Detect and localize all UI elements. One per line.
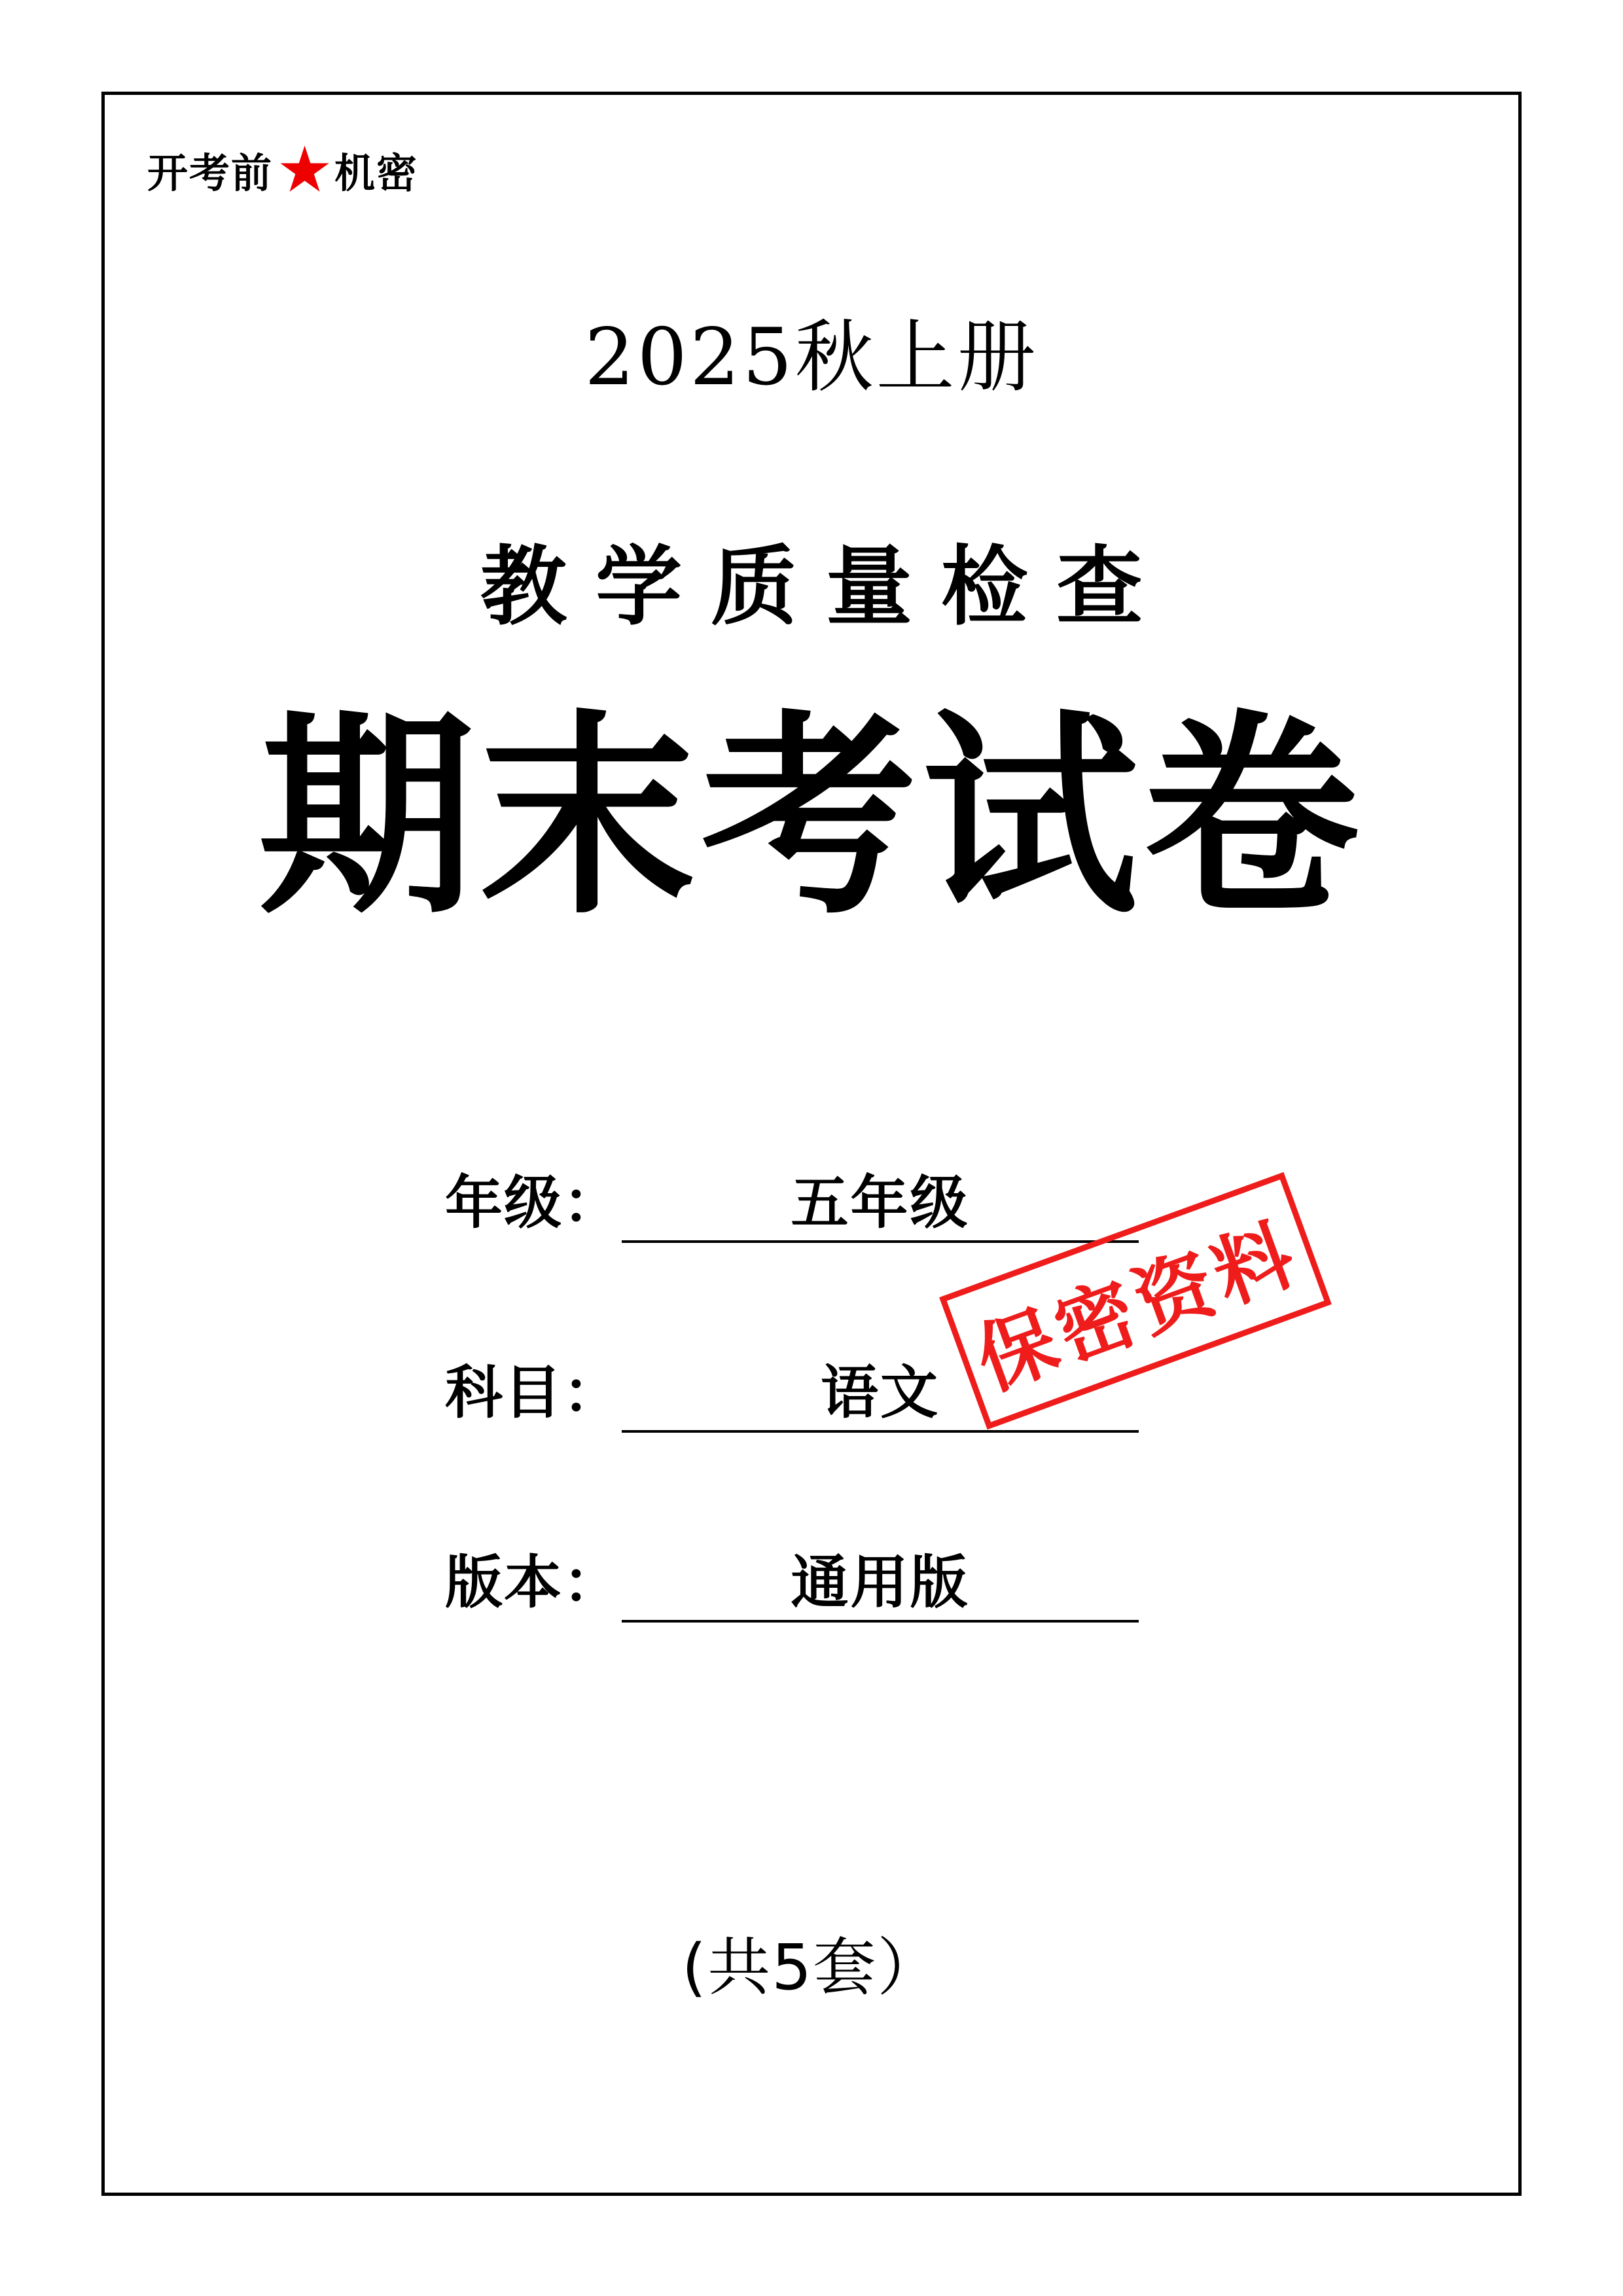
field-label-subject: 科目： xyxy=(445,1358,622,1426)
subtitle: 教学质量检查 xyxy=(480,536,1171,637)
page-title: 期末考试卷 xyxy=(259,692,1364,943)
field-underline-grade xyxy=(622,1240,1139,1243)
term-title: 2025秋上册 xyxy=(584,312,1039,403)
field-list xyxy=(0,1139,1623,1708)
secrecy-notice xyxy=(147,136,419,203)
field-value-subject: 语文 xyxy=(820,1358,940,1426)
field-underline-edition xyxy=(622,1620,1139,1623)
secrecy-notice-prefix: 开考前 xyxy=(147,149,274,197)
field-underline-subject xyxy=(622,1430,1139,1433)
red-star-icon: ★ xyxy=(279,136,332,203)
field-value-edition: 通用版 xyxy=(791,1548,970,1616)
set-count-label: (共5套） xyxy=(681,1931,942,2004)
confidential-stamp-text: 保密资料 xyxy=(964,1206,1311,1408)
field-value-grade: 五年级 xyxy=(791,1168,970,1236)
field-label-grade: 年级： xyxy=(445,1168,622,1236)
secrecy-notice-suffix: 机密 xyxy=(334,149,419,197)
field-label-edition: 版本： xyxy=(445,1548,622,1616)
field-row-edition xyxy=(0,1518,1623,1708)
field-row-grade xyxy=(0,1139,1623,1329)
field-row-subject xyxy=(0,1329,1623,1518)
